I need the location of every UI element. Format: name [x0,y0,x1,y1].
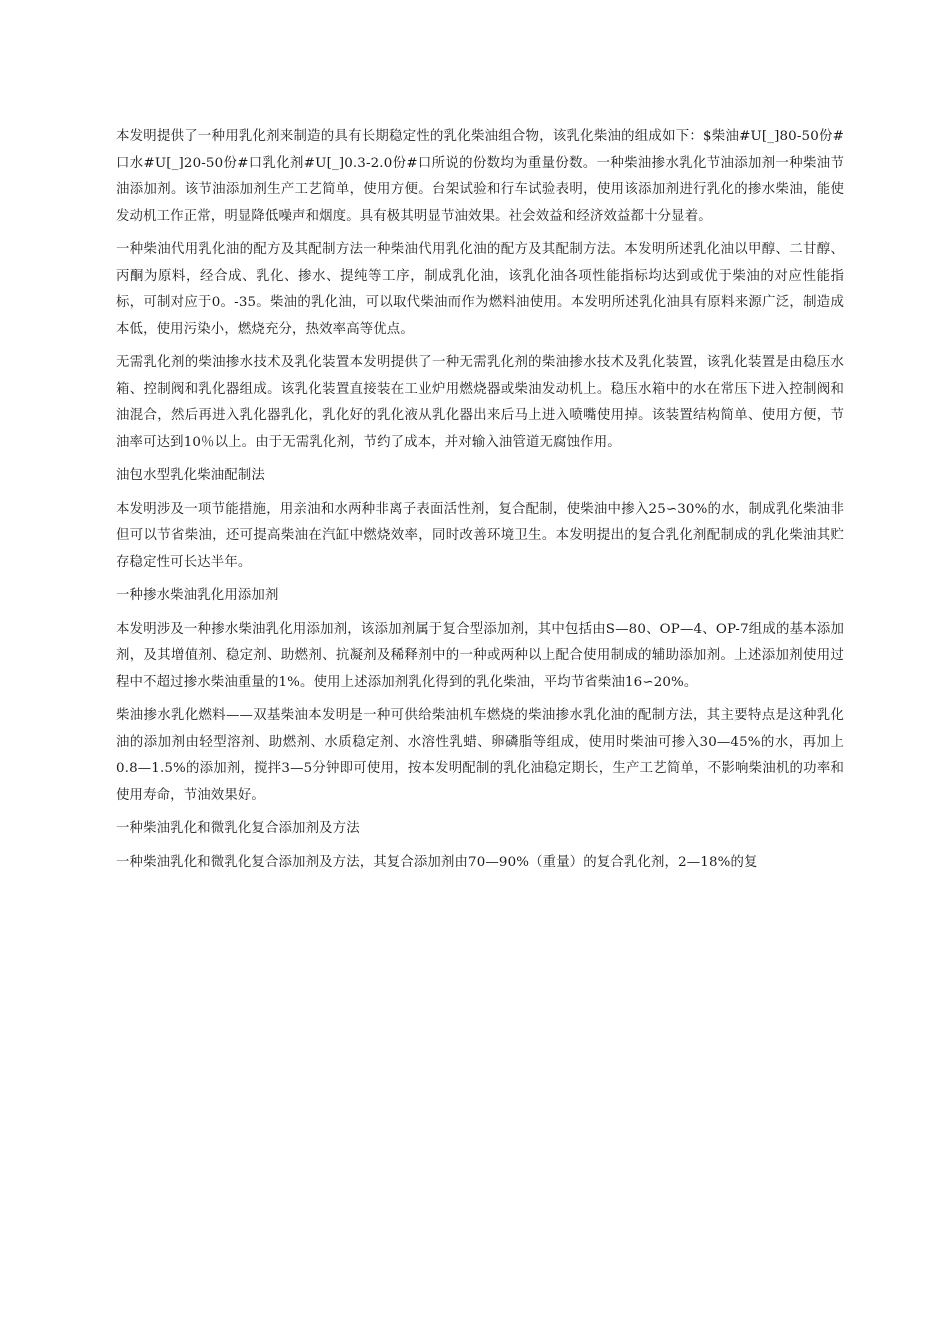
paragraph-water-in-oil-diesel: 本发明涉及一项节能措施，用亲油和水两种非离子表面活性剂，复合配制，使柴油中掺入25∽30%的水，制成乳化柴油非但可以节省柴油，还可提高柴油在汽缸中燃烧效率，同时改善环境卫生。本发明提出的复合乳化剂配制成的乳化柴油其贮存稳定性可长达半年。 [116,501,844,570]
heading-composite-additive: 一种柴油乳化和微乳化复合添加剂及方法 [116,821,360,836]
heading-water-in-oil-diesel: 油包水型乳化柴油配制法 [116,468,265,483]
paragraph-emulsified-diesel-composition: 本发明提供了一种用乳化剂来制造的具有长期稳定性的乳化柴油组合物，该乳化柴油的组成如下：$柴油#U[_]80-50份#口水#U[_]20-50份#口乳化剂#U[_]0.3-2.0份#口所说的份数均为重量份数。一种柴油掺水乳化节油添加剂一种柴油节油添加剂。该节油添加剂生产工艺简单，使用方便。台架试验和行车试验表明，使用该添加剂进行乳化的掺水柴油，能使发动机工作正常，明显降低噪声和烟度。具有极其明显节油效果。社会效益和经济效益都十分显着。 [116,129,844,224]
document-body [116,124,844,883]
paragraph-composite-additive: 一种柴油乳化和微乳化复合添加剂及方法，其复合添加剂由70—90%（重量）的复合乳化剂，2—18%的复 [116,854,758,870]
paragraph-emulsifier-free-device: 无需乳化剂的柴油掺水技术及乳化装置本发明提供了一种无需乳化剂的柴油掺水技术及乳化装置，该乳化装置是由稳压水箱、控制阀和乳化器组成。该乳化装置直接装在工业炉用燃烧器或柴油发动机上。稳压水箱中的水在常压下进入控制阀和油混合，然后再进入乳化器乳化，乳化好的乳化液从乳化器出来后马上进入喷嘴使用掉。该装置结构简单、使用方便，节油率可达到10％以上。由于无需乳化剂，节约了成本，并对输入油管道无腐蚀作用。 [116,355,844,450]
paragraph-diesel-substitute-emulsion: 一种柴油代用乳化油的配方及其配制方法一种柴油代用乳化油的配方及其配制方法。本发明所述乳化油以甲醇、二甘醇、丙酮为原料，经合成、乳化、掺水、提纯等工序，制成乳化油，该乳化油各项性能指标均达到或优于柴油的对应性能指标，可制对应于0。-35。柴油的乳化油，可以取代柴油而作为燃料油使用。本发明所述乳化油具有原料来源广泛，制造成本低，使用污染小，燃烧充分，热效率高等优点。 [116,242,844,337]
heading-water-diesel-additive: 一种掺水柴油乳化用添加剂 [116,588,279,603]
paragraph-dual-base-diesel: 柴油掺水乳化燃料——双基柴油本发明是一种可供给柴油机车燃烧的柴油掺水乳化油的配制方法，其主要特点是这种乳化油的添加剂由轻型溶剂、助燃剂、水质稳定剂、水溶性乳蜡、卵磷脂等组成，使用时柴油可掺入30—45%的水，再加上0.8—1.5%的添加剂，搅拌3—5分钟即可使用，按本发明配制的乳化油稳定期长，生产工艺简单，不影响柴油机的功率和使用寿命，节油效果好。 [116,708,844,803]
paragraph-water-diesel-additive: 本发明涉及一种掺水柴油乳化用添加剂，该添加剂属于复合型添加剂，其中包括由S—80、OP—4、OP-7组成的基本添加剂，及其增值剂、稳定剂、助燃剂、抗凝剂及稀释剂中的一种或两种以上配合使用制成的辅助添加剂。上述添加剂使用过程中不超过掺水柴油重量的1%。使用上述添加剂乳化得到的乳化柴油，平均节省柴油16∽20%。 [116,621,844,690]
